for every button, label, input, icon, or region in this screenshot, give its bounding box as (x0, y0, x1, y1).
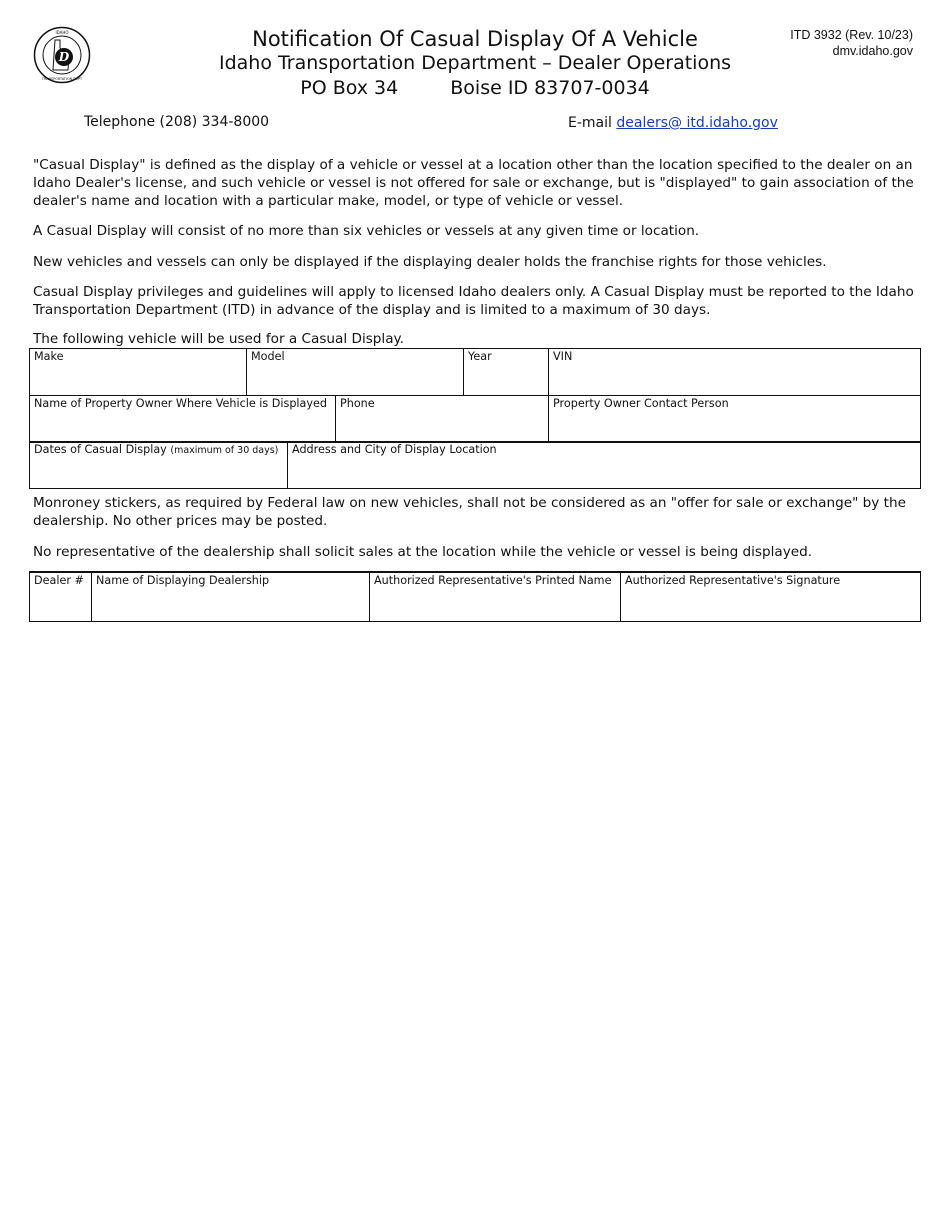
mailing-address (150, 77, 800, 99)
make-label: Make (34, 350, 64, 363)
model-label: Model (251, 350, 285, 363)
telephone: Telephone (208) 334-8000 (84, 114, 270, 130)
dealer-table (29, 571, 921, 622)
svg-text:TRANSPORTATION DEPT: TRANSPORTATION DEPT (41, 77, 83, 81)
vin-field[interactable] (549, 349, 921, 396)
po-box: PO Box 34 (300, 77, 399, 99)
property-table (29, 395, 921, 443)
property-owner-field[interactable] (30, 396, 336, 443)
address-label: Address and City of Display Location (292, 443, 497, 456)
dates-field[interactable] (30, 442, 288, 489)
dealership-name-label: Name of Displaying Dealership (96, 574, 270, 587)
make-field[interactable] (30, 349, 247, 396)
dates-label: Dates of Casual Display (34, 443, 167, 456)
city-zip: Boise ID 83707-0034 (450, 77, 650, 99)
privileges-paragraph: Casual Display privileges and guidelines will apply to licensed Idaho dealers only. A Casual Display must be reported to the Idaho Transportation Department (ITD) in advance of the display and is limited to a maximum of 30 days. (33, 284, 914, 318)
following-vehicle-text: The following vehicle will be used for a Casual Display. (33, 331, 404, 347)
definition-paragraph: "Casual Display" is defined as the display of a vehicle or vessel at a location other than the location specified to the dealer on an Idaho Dealer's license, and such vehicle or vessel is not offered for sale or exchange, but is "displayed" to gain association of the dealer's name and location with a particular make, model, or type of vehicle or vessel. (33, 157, 914, 209)
phone-label: Phone (340, 397, 375, 410)
svg-text:IDAHO: IDAHO (55, 30, 69, 35)
dates-note: (maximum of 30 days) (170, 445, 279, 456)
contact-person-label: Property Owner Contact Person (553, 397, 729, 410)
vin-label: VIN (553, 350, 573, 363)
phone-field[interactable] (336, 396, 549, 443)
year-field[interactable] (464, 349, 549, 396)
email-label: E-mail (568, 115, 612, 131)
no-solicit-paragraph: No representative of the dealership shall solicit sales at the location while the vehicle or vessel is being displayed. (33, 544, 813, 560)
rep-name-label: Authorized Representative's Printed Name (374, 574, 612, 587)
model-field[interactable] (247, 349, 464, 396)
form-title: Notification Of Casual Display Of A Vehicle (252, 27, 698, 51)
vehicle-table (29, 348, 921, 396)
address-field[interactable] (288, 442, 921, 489)
rep-signature-label: Authorized Representative's Signature (625, 574, 841, 587)
dealer-number-label: Dealer # (34, 574, 84, 587)
itd-logo (33, 26, 91, 84)
limit-paragraph: A Casual Display will consist of no more than six vehicles or vessels at any given time or location. (33, 223, 700, 239)
dealership-name-field[interactable] (92, 572, 370, 622)
property-owner-label: Name of Property Owner Where Vehicle is Displayed (34, 397, 327, 410)
email-line (568, 115, 778, 131)
rep-signature-field[interactable] (621, 572, 921, 622)
franchise-paragraph: New vehicles and vessels can only be displayed if the displaying dealer holds the franchise rights for those vehicles. (33, 254, 827, 270)
monroney-paragraph: Monroney stickers, as required by Federal law on new vehicles, shall not be considered as an "offer for sale or exchange" by the dealership. No other prices may be posted. (33, 495, 906, 529)
email-link[interactable]: dealers@ itd.idaho.gov (616, 115, 778, 131)
form-number: ITD 3932 (Rev. 10/23) (790, 28, 913, 42)
dealer-number-field[interactable] (30, 572, 92, 622)
contact-person-field[interactable] (549, 396, 921, 443)
svg-text:D: D (58, 50, 70, 64)
website: dmv.idaho.gov (832, 44, 913, 58)
form-number-block (790, 27, 913, 59)
rep-name-field[interactable] (370, 572, 621, 622)
form-subtitle: Idaho Transportation Department – Dealer Operations (218, 52, 732, 74)
display-table (29, 441, 921, 489)
year-label: Year (468, 350, 492, 363)
